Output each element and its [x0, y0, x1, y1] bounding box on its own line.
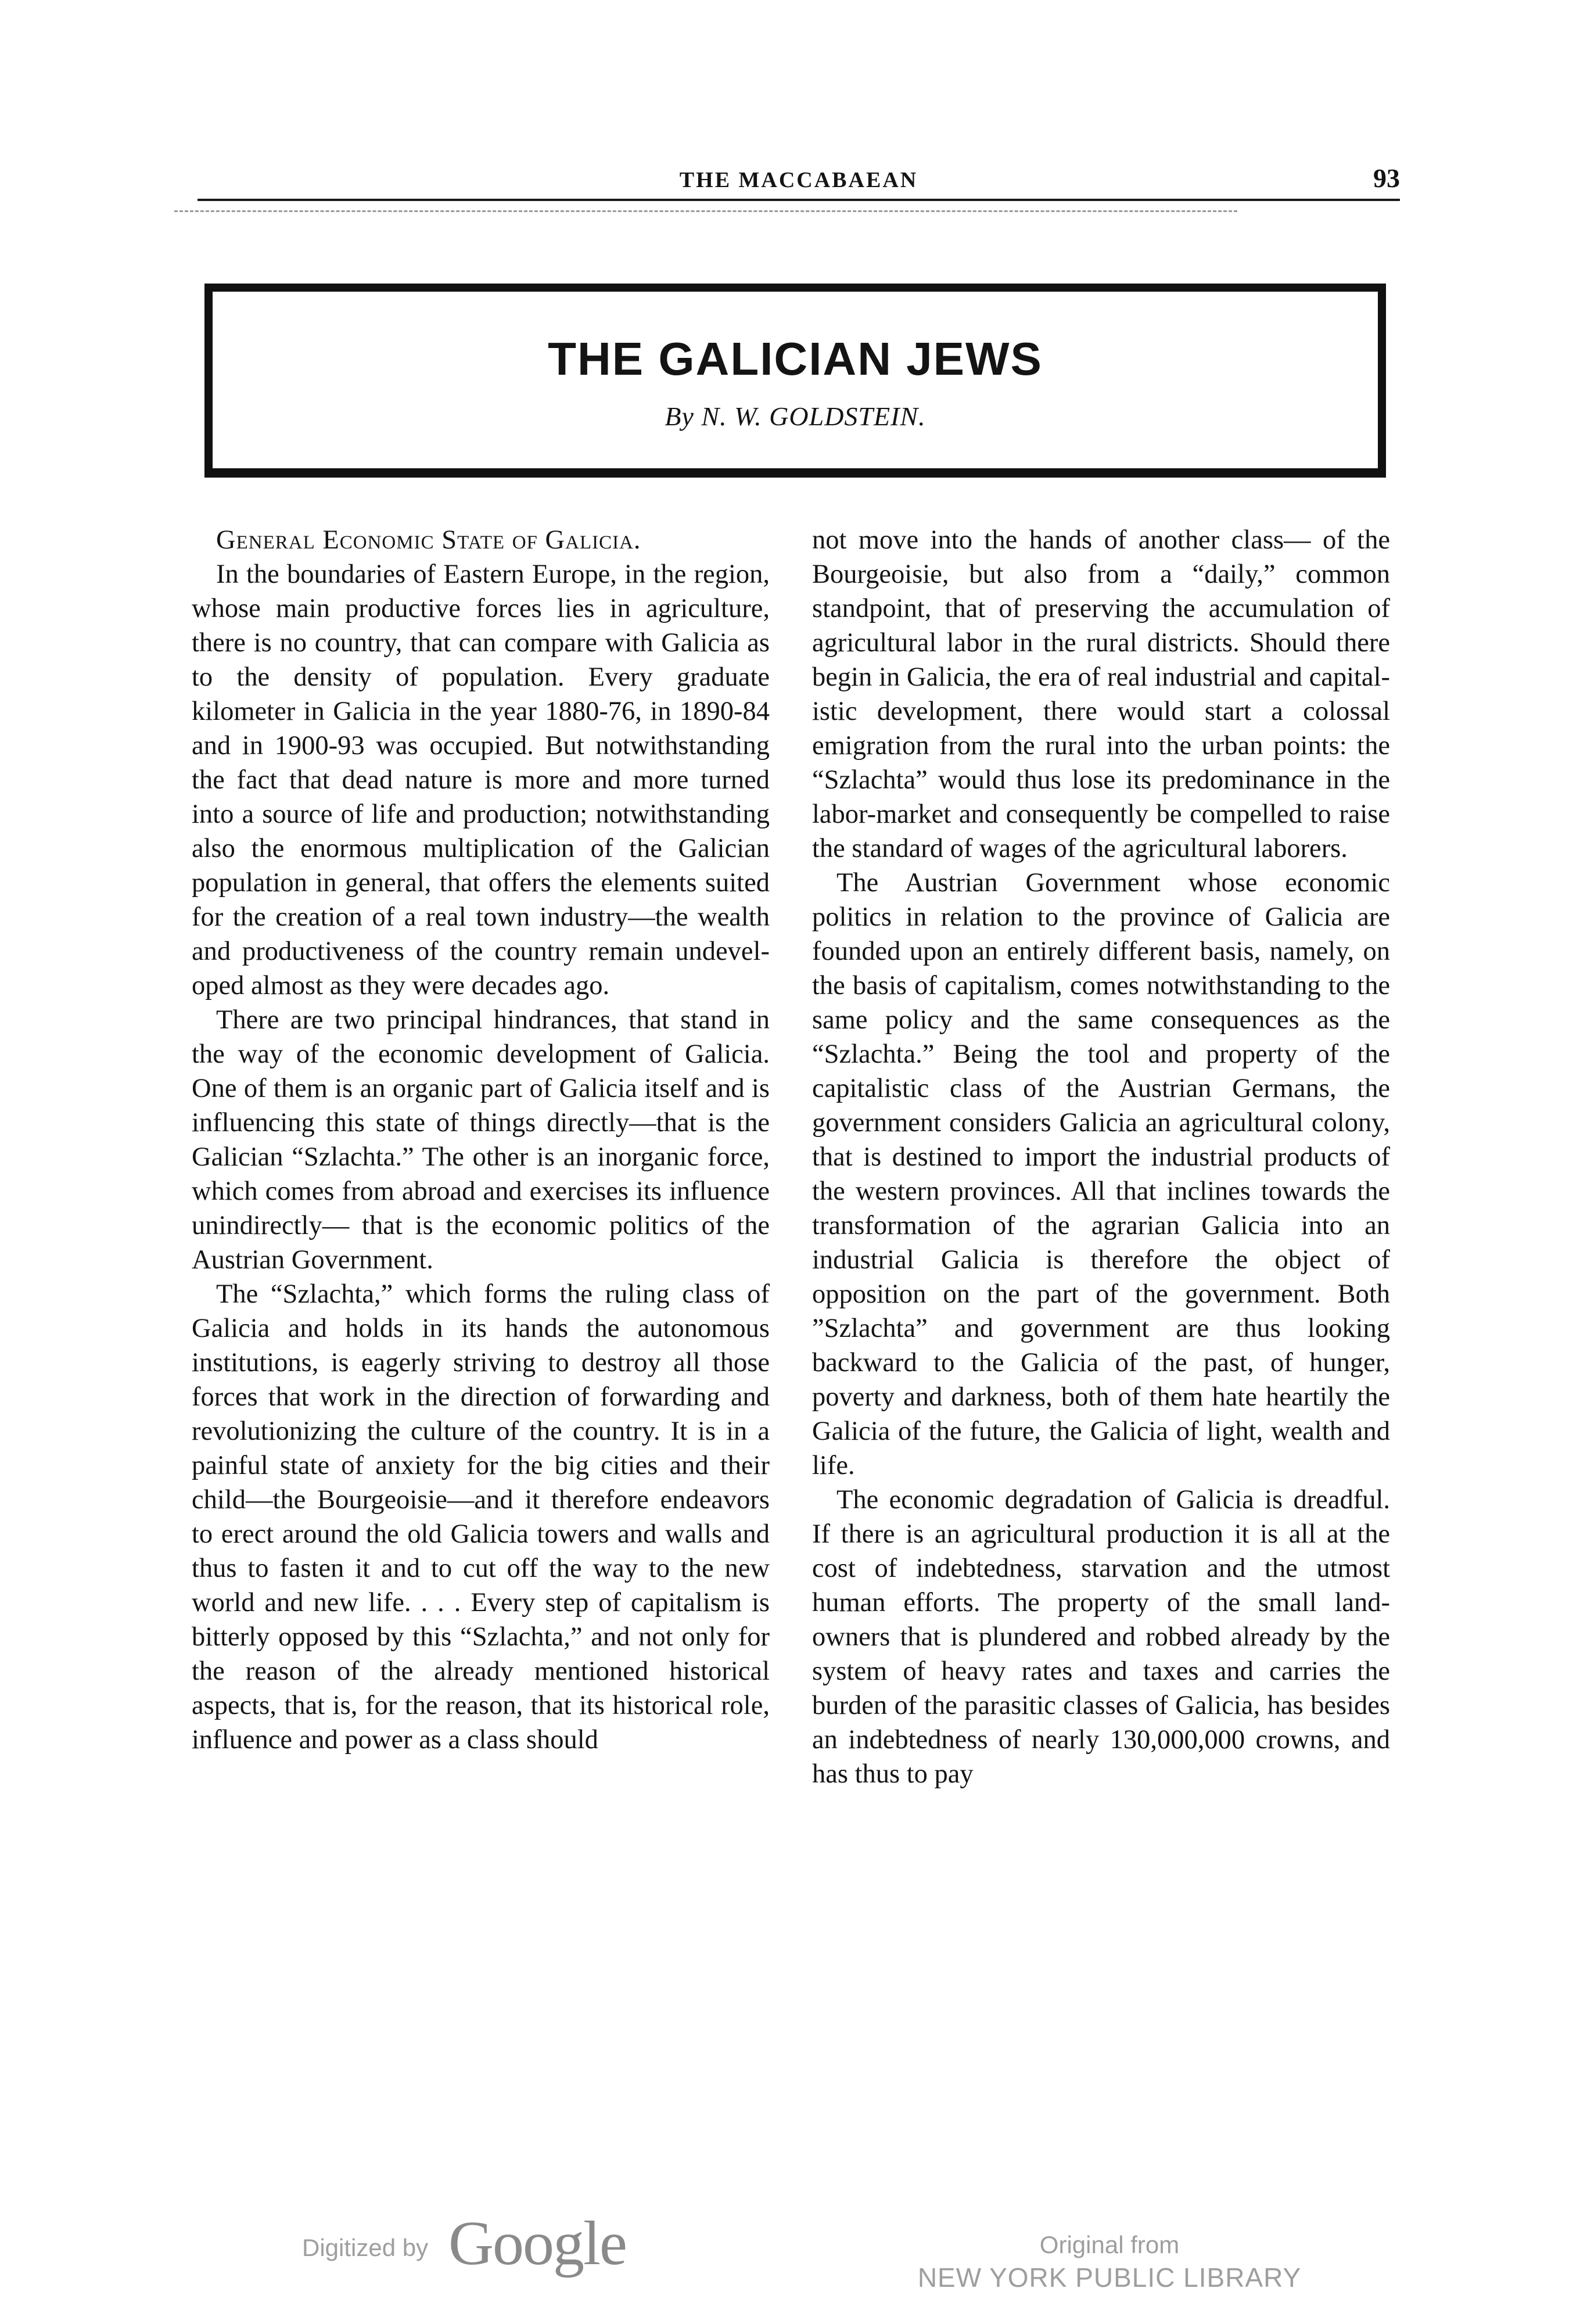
digitized-watermark: [302, 2208, 709, 2278]
header-rule: [198, 199, 1400, 201]
paragraph: The “Szlachta,” which forms the ruling class of Galicia and holds in its hands the autonomous institutions, is eagerly striving to destroy all those forces that work in the direction of forwarding and revolutionizing the culture of the country. It is in a painful state of anxiety for the big cities and their child—the Bourgeoisie—and it therefore endeavors to erect around the old Galicia towers and walls and thus to fasten it and to cut off the way to the new world and new life. . . . Every step of capitalism is bitterly opposed by this “Szlachta,” and not only for the reason of the already mentioned historical aspects, that is, for the reason, that its historical role, influence and power as a class should: [192, 1279, 770, 1755]
left-column: [192, 523, 770, 1757]
paragraph: The economic degradation of Galicia is dreadful. If there is an agricultural production it is all at the cost of indebtedness, starvation and the utmost human efforts. The property of the small land-owners that is plundered and robbed already by the system of heavy rates and taxes and carries the burden of the parasitic classes of Galicia, has besides an indebtedness of nearly 130,000,000 crowns, and has thus to pay: [812, 1485, 1390, 1789]
header-dotted-rule: [174, 210, 1237, 212]
section-heading: General Economic State of Galicia.: [216, 525, 641, 555]
source-watermark: [906, 2230, 1313, 2295]
right-column: [812, 523, 1390, 1791]
google-logo: Google: [448, 2209, 626, 2278]
title-box: [204, 284, 1386, 478]
paragraph: In the boundaries of Eastern Europe, in the region, whose main productive forces lies in agriculture, there is no country, that can compare with Galicia as to the density of population. Every graduate kilometer in Galicia in the year 1880-76, in 1890-84 and in 1900-93 was occupied. But notwithstanding the fact that dead nature is more and more turned into a source of life and production; notwithstanding also the enormous multiplication of the Galician population in general, that offers the elements suited for the creation of a real town industry—the wealth and productiveness of the country remain undeveloped almost as they were decades ago.: [192, 560, 770, 1000]
running-header: [198, 163, 1400, 198]
original-from-label: Original from: [1039, 2231, 1180, 2258]
journal-title: THE MACCABAEAN: [679, 168, 918, 192]
page-number: 93: [1373, 163, 1400, 193]
article-byline: By N. W. GOLDSTEIN.: [665, 401, 926, 431]
library-name: NEW YORK PUBLIC LIBRARY: [917, 2262, 1302, 2293]
article-title: THE GALICIAN JEWS: [548, 333, 1043, 385]
digitized-by-label: Digitized by: [302, 2234, 429, 2261]
paragraph: The Austrian Government whose economic politics in relation to the province of Galicia are founded upon an entirely different basis, namely, on the basis of capitalism, comes notwithstanding to the same policy and the same consequences as the “Szlachta.” Being the tool and property of the capitalistic class of the Austrian Germans, the government considers Galicia an agricultural colony, that is destined to import the industrial products of the western provinces. All that inclines towards the transformation of the agrarian Galicia into an industrial Galicia is therefore the object of opposition on the part of the government. Both ”Szlachta” and government are thus looking backward to the Galicia of the past, of hunger, poverty and darkness, both of them hate heartily the Galicia of the future, the Galicia of light, wealth and life.: [812, 868, 1390, 1480]
paragraph-continuation: not move into the hands of another class— of the Bourgeoisie, but also from a “daily,” common standpoint, that of preserving the accumulation of agricultural labor in the rural districts. Should there begin in Galicia, the era of real industrial and capitalistic development, there would start a colossal emigration from the rural into the urban points: the “Szlachta” would thus lose its predominance in the labor-market and consequently be compelled to raise the standard of wages of the agricultural laborers.: [812, 525, 1390, 863]
paragraph: There are two principal hindrances, that stand in the way of the economic development of Galicia. One of them is an organic part of Galicia itself and is influencing this state of things directly—that is the Galician “Szlachta.” The other is an inorganic force, which comes from abroad and exercises its influence unindirectly— that is the economic politics of the Austrian Government.: [192, 1005, 770, 1275]
